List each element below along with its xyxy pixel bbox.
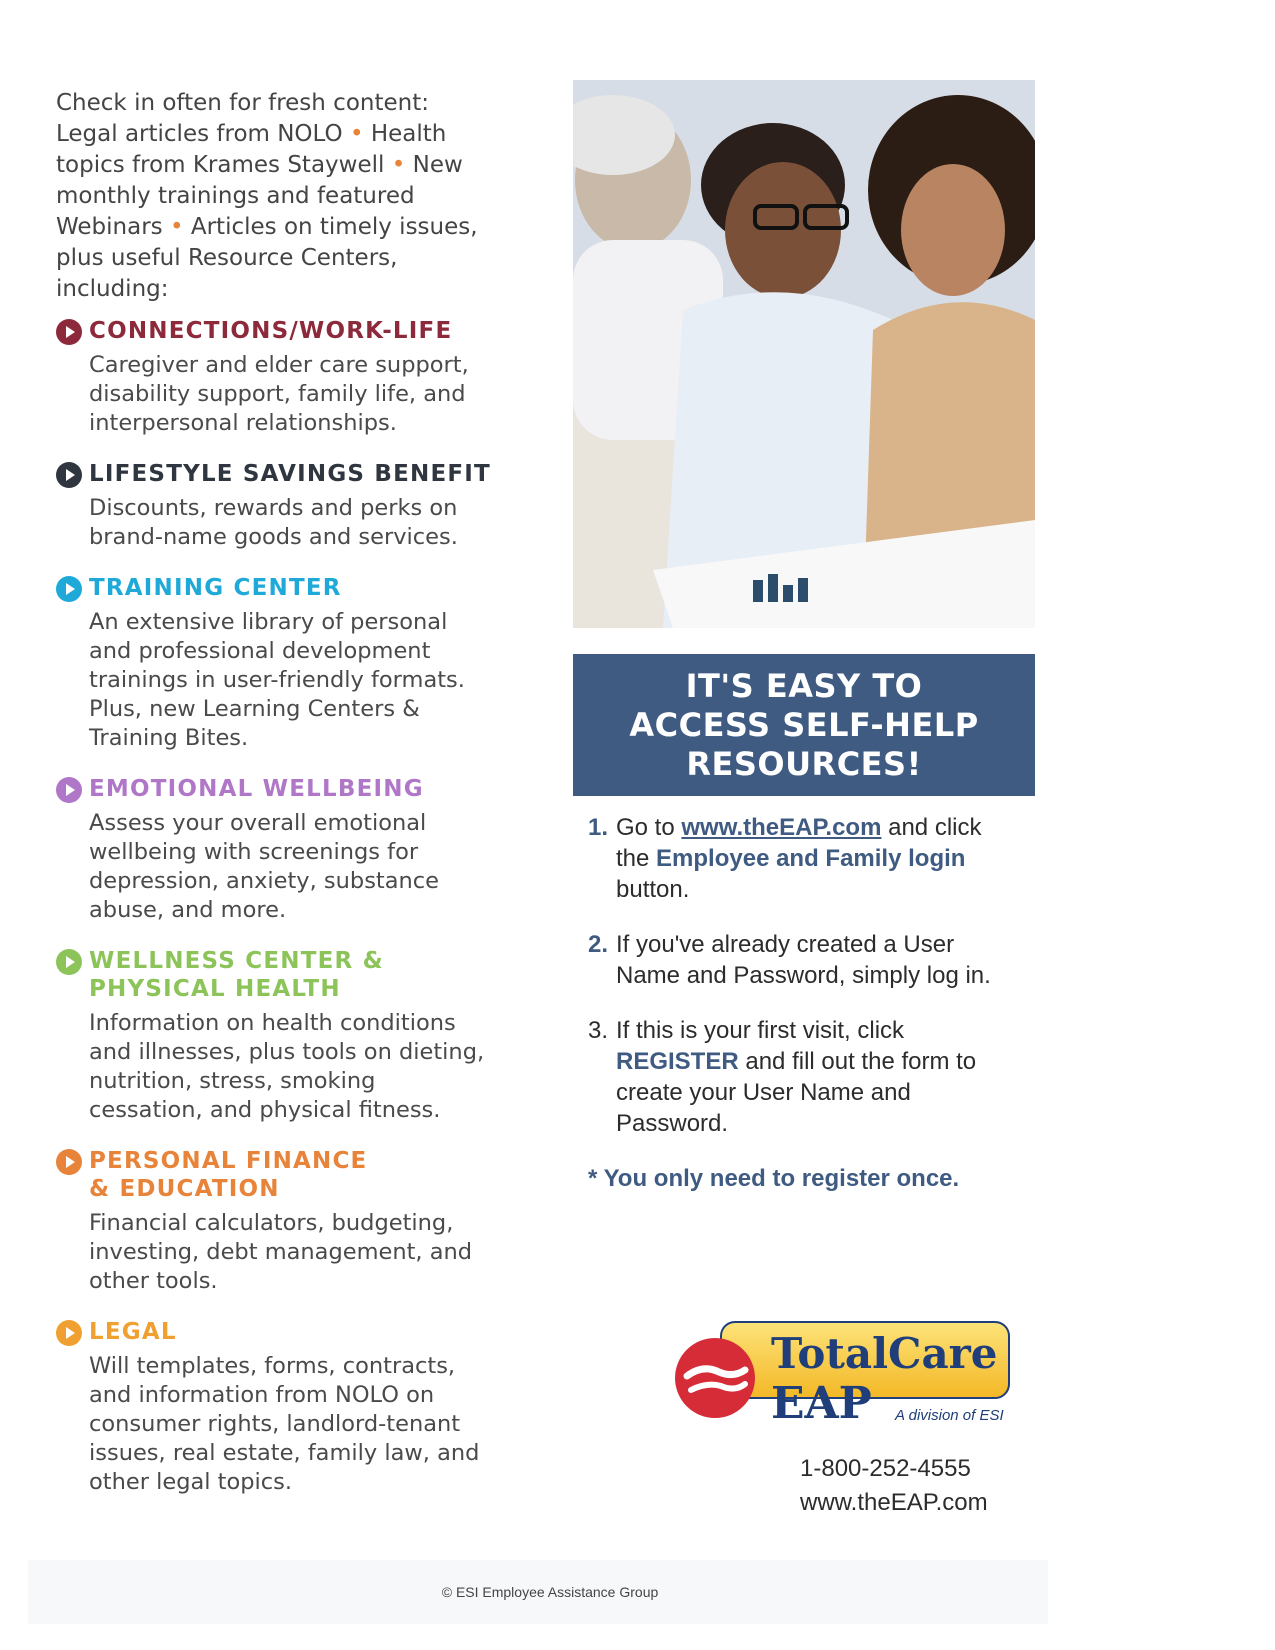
step-1 xyxy=(588,812,1008,905)
section-connections xyxy=(56,317,496,438)
section-title: EMOTIONAL WELLBEING xyxy=(89,776,424,802)
play-icon xyxy=(56,576,82,602)
step-text: If you've already created a User Name and Password, simply log in. xyxy=(616,931,991,989)
section-personal-finance xyxy=(56,1147,496,1296)
step-number: 2. xyxy=(588,931,609,958)
login-button-reference: Employee and Family login xyxy=(656,845,966,872)
step-3 xyxy=(588,1015,1008,1139)
register-once-note: * You only need to register once. xyxy=(588,1165,960,1192)
banner-line: ACCESS SELF-HELP xyxy=(629,705,979,744)
section-body: Discounts, rewards and perks on brand-name goods and services. xyxy=(89,495,458,550)
step-text xyxy=(616,812,1008,905)
step-text xyxy=(616,1015,1008,1139)
eap-website-link[interactable]: www.theEAP.com xyxy=(681,814,882,841)
svg-text:TotalCare: TotalCare xyxy=(771,1329,998,1378)
photo-illustration xyxy=(573,80,1035,628)
section-body: An extensive library of personal and professional development trainings in user-friendly formats. Plus, new Learning Centers & Training Bites. xyxy=(89,609,465,751)
section-body: Financial calculators, budgeting, investing, debt management, and other tools. xyxy=(89,1210,473,1294)
step-text-part: If this is your first visit, click xyxy=(616,1017,905,1044)
bullet-dot: • xyxy=(349,121,364,147)
intro-text-3: New monthly trainings and featured Webinars xyxy=(56,152,463,240)
section-training-center xyxy=(56,574,496,753)
step-number: 3. xyxy=(588,1017,609,1044)
bullet-dot: • xyxy=(391,152,406,178)
step-number: 1. xyxy=(588,814,609,841)
banner-line: IT'S EASY TO xyxy=(685,666,923,705)
phone-number: 1-800-252-4555 xyxy=(800,1455,971,1482)
logo-graphic xyxy=(673,1320,1013,1432)
bullet-dot: • xyxy=(169,214,184,240)
step-text-part: and fill out the form to create your User Name and Password. xyxy=(616,1048,977,1137)
section-title: LEGAL xyxy=(89,1319,177,1345)
section-lifestyle-savings xyxy=(56,460,496,552)
play-icon xyxy=(56,1320,82,1346)
resource-list-column xyxy=(56,88,496,1519)
section-title: PERSONAL FINANCE & EDUCATION xyxy=(89,1148,368,1202)
section-emotional-wellbeing xyxy=(56,775,496,925)
section-title: WELLNESS CENTER & PHYSICAL HEALTH xyxy=(89,948,384,1002)
section-body: Information on health conditions and illnesses, plus tools on dieting, nutrition, stress, smoking cessation, and physical fitness. xyxy=(89,1010,485,1123)
step-text-part: Go to xyxy=(616,814,682,841)
contact-info xyxy=(800,1452,988,1520)
self-help-banner xyxy=(573,654,1035,796)
intro-text-4: Articles on timely issues, plus useful Resource Centers, including: xyxy=(56,214,478,302)
intro-text-1: Check in often for fresh content: Legal articles from NOLO xyxy=(56,90,429,147)
section-body: Assess your overall emotional wellbeing with screenings for depression, anxiety, substance abuse, and more. xyxy=(89,810,440,923)
step-2 xyxy=(588,929,1008,991)
play-icon xyxy=(56,319,82,345)
people-photo xyxy=(573,80,1035,628)
section-body: Caregiver and elder care support, disability support, family life, and interpersonal relationships. xyxy=(89,352,469,436)
step-text-part: and click the xyxy=(616,814,982,872)
section-title: CONNECTIONS/WORK-LIFE xyxy=(89,318,453,344)
section-wellness-center xyxy=(56,947,496,1125)
play-icon xyxy=(56,462,82,488)
section-title: TRAINING CENTER xyxy=(89,575,342,601)
section-body: Will templates, forms, contracts, and information from NOLO on consumer rights, landlord-tenant issues, real estate, family law, and other legal topics. xyxy=(89,1353,480,1495)
intro-paragraph xyxy=(56,88,496,305)
step-text-part: button. xyxy=(616,876,690,903)
play-icon xyxy=(56,949,82,975)
svg-text:EAP: EAP xyxy=(771,1378,872,1429)
banner-heading xyxy=(629,667,978,784)
section-title: LIFESTYLE SAVINGS BENEFIT xyxy=(89,461,491,487)
intro-text-2: Health topics from Krames Staywell xyxy=(56,121,447,178)
section-legal xyxy=(56,1318,496,1497)
play-icon xyxy=(56,1149,82,1175)
website-text[interactable]: www.theEAP.com xyxy=(800,1489,988,1516)
svg-text:A division of ESI: A division of ESI xyxy=(895,1407,1004,1424)
copyright-footer: © ESI Employee Assistance Group xyxy=(441,1584,659,1600)
register-reference: REGISTER xyxy=(616,1048,739,1075)
play-icon xyxy=(56,777,82,803)
banner-line: RESOURCES! xyxy=(686,744,922,783)
totalcare-eap-logo xyxy=(673,1320,1013,1432)
access-steps xyxy=(588,812,1008,1194)
